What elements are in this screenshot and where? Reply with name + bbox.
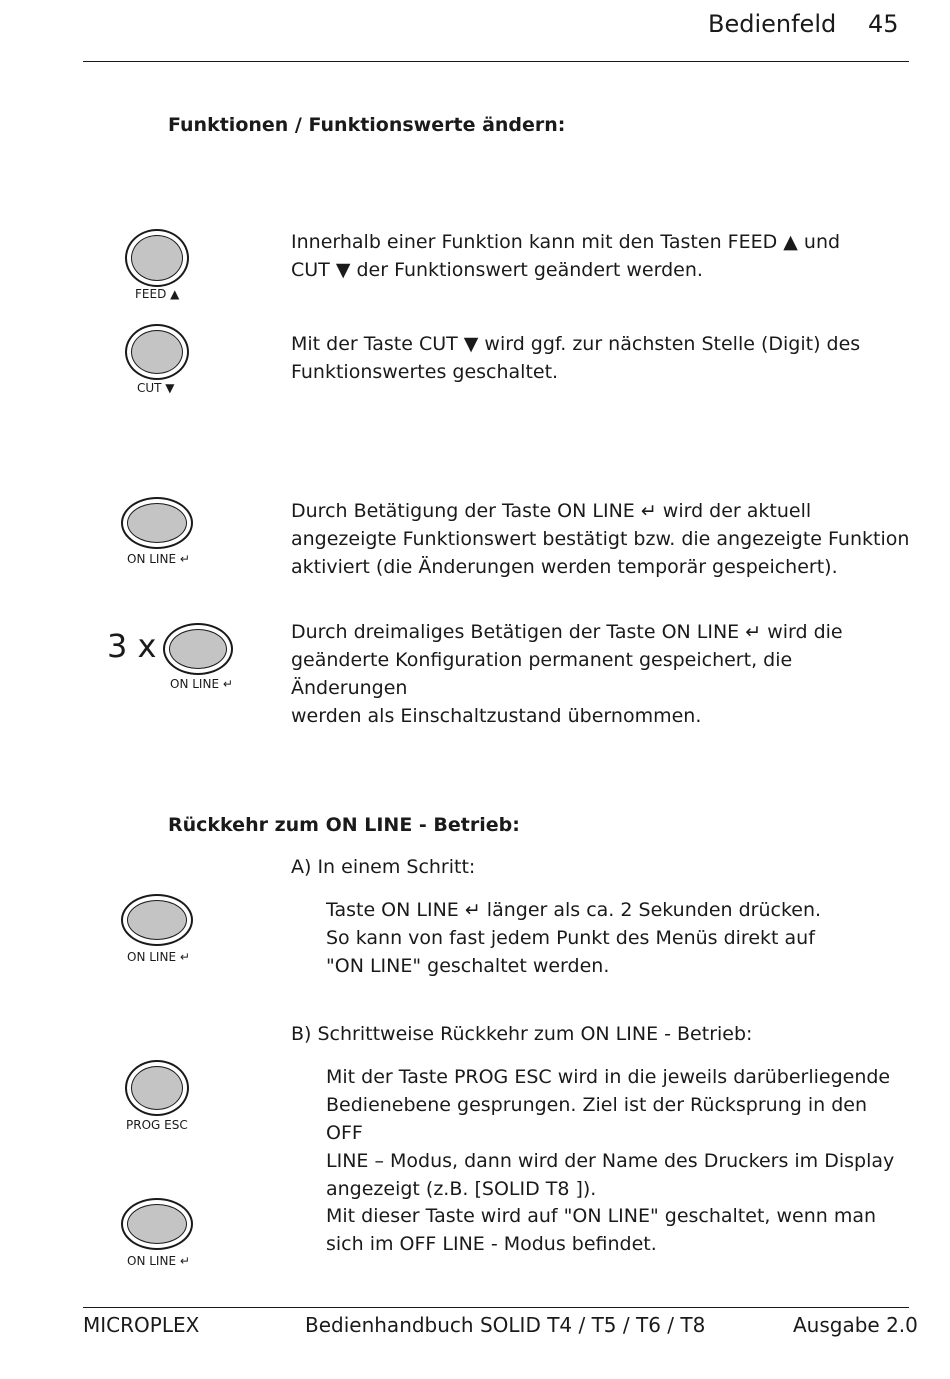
- step-b-text-online: Mit dieser Taste wird auf "ON LINE" geschaltet, wenn man sich im OFF LINE - Modus befindet.: [326, 1205, 877, 1255]
- online-button-b-label: ON LINE ↵: [127, 1254, 190, 1268]
- paragraph-online-permanent: Durch dreimaliges Betätigen der Taste ON LINE ↵ wird die geänderte Konfiguration permanent gespeichert, die Änderungen werden als Einschaltzustand übernommen.: [291, 621, 843, 727]
- footer-rule: [83, 1307, 909, 1308]
- multiplier-3x: 3 x: [107, 627, 157, 665]
- cut-button-label: CUT ▼: [137, 381, 175, 395]
- step-b-label: B) Schrittweise Rückkehr zum ON LINE - Betrieb:: [291, 1023, 753, 1045]
- feed-button-label: FEED ▲: [135, 287, 180, 301]
- step-a-text: Taste ON LINE ↵ länger als ca. 2 Sekunden drücken. So kann von fast jedem Punkt des Menüs direkt auf "ON LINE" geschaltet werden.: [326, 899, 822, 977]
- header-page-number: 45: [868, 10, 899, 38]
- paragraph-cut-digit: Mit der Taste CUT ▼ wird ggf. zur nächsten Stelle (Digit) des Funktionswertes geschaltet.: [291, 333, 861, 383]
- online-button-a-label: ON LINE ↵: [127, 950, 190, 964]
- section-heading-functions: Funktionen / Funktionswerte ändern:: [168, 114, 566, 136]
- footer-manual-title: Bedienhandbuch SOLID T4 / T5 / T6 / T8: [305, 1313, 706, 1337]
- header-section-title: Bedienfeld: [708, 10, 837, 38]
- header-rule: [83, 61, 909, 62]
- section-heading-return-online: Rückkehr zum ON LINE - Betrieb:: [168, 814, 520, 836]
- online-button-3x-label: ON LINE ↵: [170, 677, 233, 691]
- paragraph-online-confirm: Durch Betätigung der Taste ON LINE ↵ wird der aktuell angezeigte Funktionswert bestätigt bzw. die angezeigte Funktion aktiviert (die Änderungen werden temporär gespeichert).: [291, 500, 910, 578]
- prog-esc-button-label: PROG ESC: [126, 1118, 188, 1132]
- online-button-label: ON LINE ↵: [127, 552, 190, 566]
- paragraph-feed-cut: Innerhalb einer Funktion kann mit den Tasten FEED ▲ und CUT ▼ der Funktionswert geändert werden.: [291, 231, 841, 281]
- footer-edition: Ausgabe 2.0: [793, 1313, 918, 1337]
- step-b-text-prog-esc: Mit der Taste PROG ESC wird in die jeweils darüberliegende Bedienebene gesprungen. Ziel ist der Rücksprung in den OFF LINE – Modus, dann wird der Name des Druckers im Display angezeigt (z.B. [SOLID T8 ]).: [326, 1066, 895, 1200]
- step-a-label: A) In einem Schritt:: [291, 856, 476, 878]
- footer-brand: MICROPLEX: [83, 1313, 200, 1337]
